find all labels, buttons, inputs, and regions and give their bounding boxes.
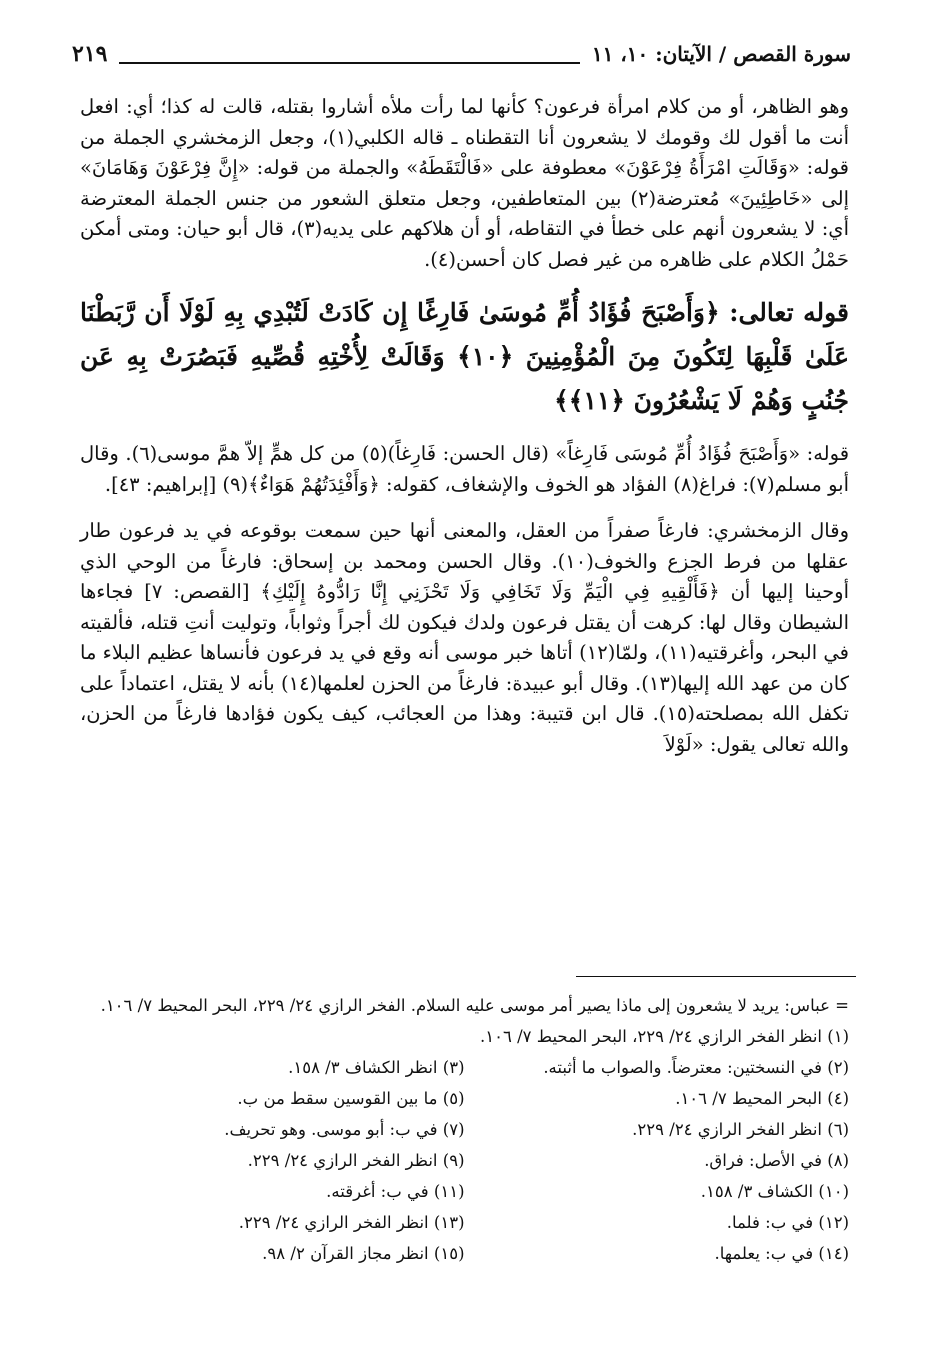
- footnote-5: (٥) ما بين القوسين سقط من ب.: [237, 1089, 465, 1108]
- paragraph-2: قوله: «وَأَصْبَحَ فُؤَادُ أُمِّ مُوسَى فَارِغاً» (قال الحسن: فَارِغاً)(٥) من كل همٍّ إلاّ همَّ موسى(٦). وقال أبو مسلم(٧): فراغ(٨) الفؤاد هو الخوف والإشغاف، كقوله: ﴿وَأَفْئِدَتُهُمْ هَوَاءٌ﴾(٩) [إبراهيم: ٤٣].: [80, 442, 850, 496]
- footnote-1: (١) انظر الفخر الرازي ٢٤/ ٢٢٩، البحر المحيط ٧/ ١٠٦.: [480, 1027, 849, 1046]
- footnote-9: (٩) انظر الفخر الرازي ٢٤/ ٢٢٩.: [247, 1151, 465, 1170]
- footnote-13: (١٣) انظر الفخر الرازي ٢٤/ ٢٢٩.: [238, 1213, 465, 1232]
- footnote-row: [80, 1145, 849, 1176]
- footnote-separator: [576, 976, 856, 977]
- footnote-row: [80, 1176, 849, 1207]
- running-title: سورة القصص / الآيتان: ١٠، ١١: [591, 42, 851, 66]
- footnote-continuation: = عباس: يريد لا يشعرون إلى ماذا يصير أمر موسى عليه السلام. الفخر الرازي ٢٤/ ٢٢٩، البحر المحيط ٧/ ١٠٦.: [100, 996, 849, 1015]
- main-text: [80, 92, 849, 760]
- footnote-row: [80, 1021, 849, 1052]
- page-header: [72, 34, 851, 74]
- footnotes: [80, 990, 849, 1269]
- footnote-row: [80, 1083, 849, 1114]
- footnote-6: (٦) انظر الفخر الرازي ٢٤/ ٢٢٩.: [632, 1120, 849, 1139]
- footnote-14: (١٤) في ب: يعلمها.: [714, 1244, 849, 1263]
- footnote-8: (٨) في الأصل: فراق.: [704, 1151, 849, 1170]
- quran-verse: قوله تعالى: ﴿وَأَصْبَحَ فُؤَادُ أُمِّ مُوسَىٰ فَارِغًا إِن كَادَتْ لَتُبْدِي بِهِ لَوْلَا أَن رَّبَطْنَا عَلَىٰ قَلْبِهَا لِتَكُونَ مِنَ الْمُؤْمِنِينَ ﴿١٠﴾ وَقَالَتْ لِأُخْتِهِ قُصِّيهِ فَبَصُرَتْ بِهِ عَن جُنُبٍ وَهُمْ لَا يَشْعُرُونَ ﴿١١﴾﴾: [80, 298, 849, 415]
- footnote-3: (٣) انظر الكشاف ٣/ ١٥٨.: [288, 1058, 465, 1077]
- footnote-15: (١٥) انظر مجاز القرآن ٢/ ٩٨.: [262, 1244, 465, 1263]
- footnote-2: (٢) في النسختين: معترضاً. والصواب ما أثبته.: [543, 1058, 849, 1077]
- footnote-12: (١٢) في ب: فلما.: [726, 1213, 849, 1232]
- footnote-row: [80, 1238, 849, 1269]
- footnote-7: (٧) في ب: أبو موسى. وهو تحريف.: [224, 1120, 465, 1139]
- spacer: [80, 275, 849, 291]
- paragraph-1: وهو الظاهر، أو من كلام امرأة فرعون؟ كأنها لما رأت ملأه أشاروا بقتله، قالت له كذا؛ أي: افعل أنت ما أقول لك وقومك لا يشعرون أنا التقطناه ـ قاله الكلبي(١)، وجعل الزمخشري الجملة من قوله: «وَقَالَتِ امْرَأَةُ فِرْعَوْنَ» معطوفة على «فَالْتَقَطَهُ» والجملة من قوله: «إِنَّ فِرْعَوْنَ وَهَامَانَ» إلى «خَاطِئِينَ» مُعترضة(٢) بين المتعاطفين، وجعل متعلق الشعور من جنس الجملة المعترضة أي: لا يشعرون أنهم على خطأ في التقاطه، أو أن هلاكهم على يديه(٣)، قال أبو حيان: ومتى أمكن حَمْلُ الكلام على ظاهره من غير فصل كان أحسن(٤).: [80, 95, 849, 271]
- spacer: [80, 423, 849, 439]
- header-rule: [119, 62, 579, 64]
- footnote-4: (٤) البحر المحيط ٧/ ١٠٦.: [675, 1089, 849, 1108]
- page-number: ٢١٩: [72, 41, 108, 67]
- footnote-row: [80, 1052, 849, 1083]
- footnote-11: (١١) في ب: أغرقته.: [326, 1182, 465, 1201]
- spacer: [80, 500, 849, 516]
- footnote-row: [80, 1207, 849, 1238]
- paragraph-3: وقال الزمخشري: فارغاً صفراً من العقل، والمعنى أنها حين سمعت بوقوعه في يد فرعون طار عقلها من فرط الجزع والخوف(١٠). وقال الحسن ومحمد بن إسحاق: فارغاً من الوحي الذي أوحينا إليها أن ﴿فَأَلْقِيهِ فِي الْيَمِّ وَلَا تَخَافِي وَلَا تَحْزَنِي إِنَّا رَادُّوهُ إِلَيْكِ﴾ [القصص: ٧] فجاءها الشيطان وقال لها: كرهت أن يقتل فرعون ولدك فيكون لك أجراً وثواباً، وتوليت أنتِ قتله، فألقيته في البحر، وأغرقتيه(١١)، ولمّا(١٢) أتاها خبر موسى أنه وقع في يد فرعون فأنساها عظيم البلاء ما كان من عهد الله إليها(١٣). وقال أبو عبيدة: فارغاً من الحزن لعلمها(١٤) بأنه لا يقتل، اعتماداً على تكفل الله بمصلحته(١٥). قال ابن قتيبة: وهذا من العجائب، كيف يكون فؤادها فارغاً من الحزن، والله تعالى يقول: «لَوْلاَ: [80, 519, 849, 756]
- footnote-row: [80, 1114, 849, 1145]
- footnote-10: (١٠) الكشاف ٣/ ١٥٨.: [700, 1182, 849, 1201]
